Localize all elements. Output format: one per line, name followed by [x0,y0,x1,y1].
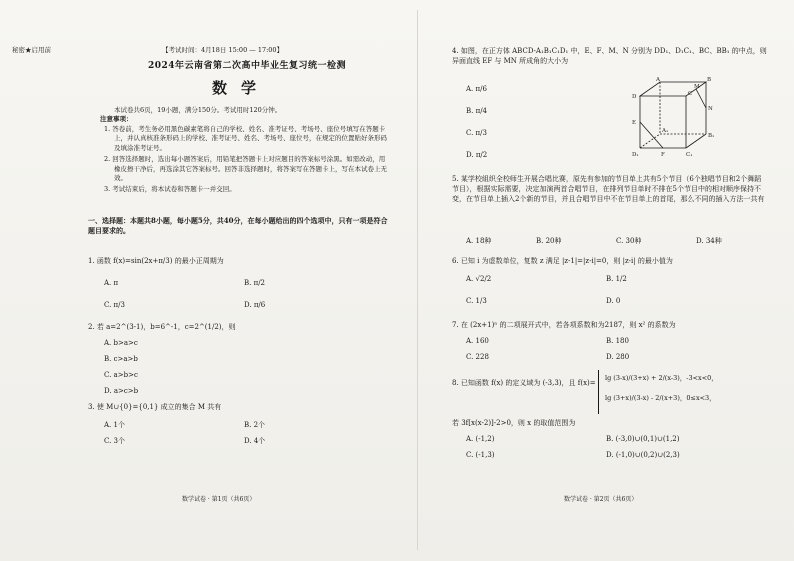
page-footer: 数学试卷 · 第1页（共6页） [182,496,256,503]
label-e: E [632,120,637,126]
option-c[interactable]: C. π/3 [466,129,487,137]
option-d[interactable]: D. 0 [606,297,621,305]
option-b[interactable]: B. 2个 [244,421,266,429]
option-a[interactable]: A. (-1,2) [466,435,495,443]
option-a[interactable]: A. 160 [466,337,489,345]
question-8-condition: 若 3f[x(x-2)]-2>0，则 x 的取值范围为 [452,419,576,427]
confidential-mark: 秘密★启用前 [12,46,51,54]
notes-list [100,125,390,195]
piece-2: lg (3+x)/(3-x) - 2/(x+3)，0≤x<3， [605,394,716,402]
option-b[interactable]: B. π/2 [244,279,266,287]
note-item: 3. 考试结束后，将本试卷和答题卡一并交回。 [104,185,236,194]
piecewise-function [598,370,731,414]
option-d[interactable]: D. 280 [606,353,630,361]
option-d[interactable]: D. π/2 [466,151,488,159]
question-3: 3. 使 M∪{0}={0,1} 成立的集合 M 共有 [88,403,222,411]
notes-heading: 注意事项： [100,115,133,124]
option-a[interactable]: A. b>a>c [104,339,138,347]
label-m: M [694,84,700,90]
page-divider [417,10,418,550]
option-c[interactable]: C. (-1,3) [466,451,495,459]
option-c[interactable]: C. 228 [466,353,489,361]
cube-diagram [628,76,718,162]
label-b: B [707,77,712,83]
option-c[interactable]: C. 1/3 [466,297,487,305]
note-item: 1. 答卷前，考生务必用黑色碳素笔将自己的学校、姓名、准考证号、考场号、座位号填写在答题卡上，并认真核准条形码上的学校、准考证号、姓名、考场号、座位号，在规定的位置贴好条形码及填涂准考证号。 [104,124,387,152]
cube-figure [628,76,718,162]
label-n: N [708,106,713,112]
question-6: 6. 已知 i 为虚数单位，复数 z 满足 |z-1|=|z-i|=0，则 |z-i| 的最小值为 [452,257,673,265]
page-footer: 数学试卷 · 第2页（共6页） [564,496,638,503]
exam-title: 2024年云南省第二次高中毕业生复习统一检测 [148,61,347,71]
option-a[interactable]: A. 1个 [104,421,125,429]
label-d1: D₁ [632,152,639,158]
question-1: 1. 函数 f(x)=sin(2x+π/3) 的最小正周期为 [88,257,224,265]
label-b1: B₁ [708,133,715,139]
note-item: 2. 回答选择题时，选出每小题答案后，用铅笔把答题卡上对应题目的答案标号涂黑。如需改动，用橡皮擦干净后，再选涂其它答案标号。回答非选择题时，将答案写在答题卡上，写在本试卷上无效。 [104,155,387,182]
question-2: 2. 若 a=2^(3-1)，b=6^-1，c=2^(1/2)，则 [88,323,236,331]
label-a: A [656,77,660,83]
section-heading: 一、选择题：本题共8小题，每小题5分，共40分，在每小题给出的四个选项中，只有一项是符合题目要求的。 [88,216,388,236]
option-b[interactable]: B. 180 [606,337,629,345]
option-a[interactable]: A. √2/2 [466,275,492,283]
option-d[interactable]: D. a>c>b [104,387,139,395]
page-1 [12,0,388,561]
option-b[interactable]: B. 20种 [536,237,562,245]
option-b[interactable]: B. 1/2 [606,275,627,283]
option-d[interactable]: D. π/6 [244,301,266,309]
label-a1: A₁ [662,128,669,134]
option-b[interactable]: B. c>a>b [104,355,138,363]
label-d: D [632,94,637,100]
option-c[interactable]: C. 3个 [104,437,126,445]
option-a[interactable]: A. π/6 [466,85,487,93]
label-f: F [661,152,665,158]
subject-title: 数学 [212,79,271,97]
instructions [100,106,390,197]
option-a[interactable]: A. 18种 [466,237,492,245]
piece-1: lg (3-x)/(3+x) + 2/(x-3)，-3<x<0， [605,374,718,382]
option-b[interactable]: B. π/4 [466,107,488,115]
option-d[interactable]: D. 4个 [244,437,266,445]
option-c[interactable]: C. 30种 [616,237,642,245]
label-c1: C₁ [686,152,693,158]
option-c[interactable]: C. π/3 [104,301,125,309]
question-4: 4. 如图，在正方体 ABCD-A₁B₁C₁D₁ 中，E、F、M、N 分别为 DD₁、D₁C₁、BC、BB₁ 的中点，则异面直线 EF 与 MN 所成角的大小为 [452,47,767,66]
intro-line: 本试卷共6页，19小题，满分150分。考试用时120分钟。 [114,106,282,114]
question-7: 7. 在 (2x+1)ⁿ 的二项展开式中，若各项系数和为2187，则 x² 的系数为 [452,321,676,329]
option-d[interactable]: D. 34种 [696,237,722,245]
question-8-intro: 8. 已知函数 f(x) 的定义域为 (-3,3)，且 f(x)= [452,379,596,387]
page-2 [452,0,770,561]
option-d[interactable]: D. (-1,0)∪(0,2)∪(2,3) [606,451,680,459]
label-c: C [688,91,693,97]
question-5: 5. 某学校組织全校师生开展合唱比赛，原先有参加的节目单上共有5个节目（6个独唱节目和2个舞蹈节目），根据实际需要，决定加演两首合唱节目，在排列节目单时不排在5个节目中的相对顺序保持不变，在节目单上插入2个新的节目，并且合唱节目中不在节目单上的首尾，那么不同的插入方法一共有 [452,175,765,204]
option-b[interactable]: B. (-3,0)∪(0,1)∪(1,2) [606,435,680,443]
exam-time: 【考试时间：4月18日 15:00 — 17:00】 [162,46,284,54]
option-a[interactable]: A. π [104,279,119,287]
option-c[interactable]: C. a>b>c [104,371,138,379]
